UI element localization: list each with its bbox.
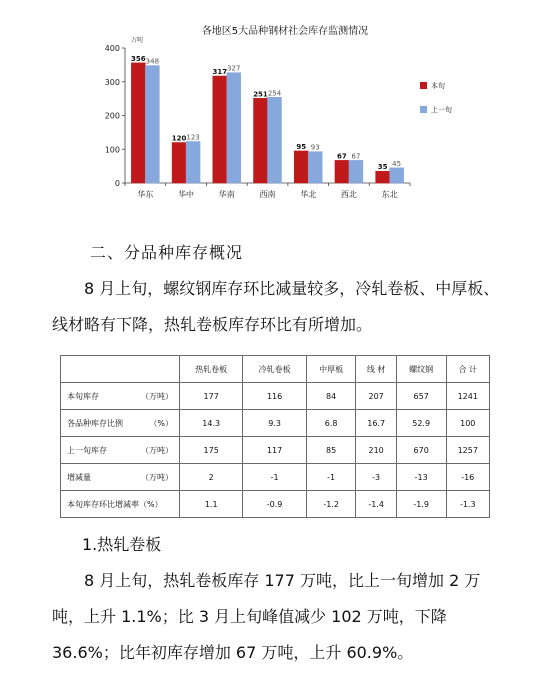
regional-inventory-bar-chart (90, 18, 470, 203)
table-cell: 670 (396, 437, 446, 464)
table-cell: -3 (356, 464, 396, 491)
x-tick-label: 华南 (218, 190, 235, 199)
data-label: 67 (351, 152, 361, 161)
row-label: 各品种库存比例 (67, 418, 123, 428)
row-unit: （万吨） (141, 472, 173, 482)
table-cell: 116 (243, 383, 306, 410)
y-tick-label: 200 (104, 111, 120, 121)
bar-current (172, 143, 186, 184)
bar-previous (186, 141, 200, 183)
table-cell: 14.3 (180, 410, 243, 437)
row-label-cell (61, 464, 180, 491)
table-cell: 1241 (446, 383, 490, 410)
data-label: 67 (337, 152, 347, 161)
bar-previous (349, 160, 363, 183)
x-tick-label: 华东 (137, 190, 154, 199)
bar-previous (308, 152, 322, 183)
y-axis-unit-label: 万吨 (131, 37, 144, 44)
subsection-paragraph: 8 月上旬，热轧卷板库存 177 万吨，比上一旬增加 2 万吨，上升 1.1%；比 3 月上旬峰值减少 102 万吨，下降 36.6%；比年初库存增加 67 万吨，上升 60.9%。 (52, 571, 481, 662)
data-label: 317 (212, 68, 228, 77)
subsection-heading: 1.热轧卷板 (82, 535, 162, 554)
bar-previous (227, 73, 241, 183)
row-label: 本旬库存 (67, 391, 99, 401)
table-header-cell: 合 计 (446, 356, 490, 383)
row-label-cell (61, 383, 180, 410)
row-label-cell (61, 491, 180, 518)
bar-previous (268, 97, 282, 183)
table-cell: 6.8 (306, 410, 356, 437)
legend-swatch (420, 82, 427, 89)
table-row (61, 410, 490, 437)
table-cell: 210 (356, 437, 396, 464)
row-label: 增减量 (67, 472, 91, 482)
table-row (61, 464, 490, 491)
chart-title: 各地区5大品种钢材社会库存监测情况 (201, 26, 369, 37)
x-tick-label: 华中 (178, 190, 195, 199)
y-tick-label: 300 (104, 77, 120, 87)
table-cell: 2 (180, 464, 243, 491)
legend-swatch (420, 106, 427, 113)
table-cell: 117 (243, 437, 306, 464)
y-tick-label: 400 (104, 44, 120, 53)
data-label: 254 (267, 89, 282, 98)
row-label: 本旬库存环比增减率（%） (67, 499, 163, 509)
table-header-cell: 冷轧卷板 (243, 356, 306, 383)
bar-current (335, 160, 349, 183)
x-tick-label: 西南 (259, 190, 276, 199)
data-label: 356 (131, 54, 146, 63)
row-unit: （万吨） (141, 445, 173, 455)
bar-previous (145, 66, 159, 183)
data-label: 35 (377, 163, 388, 172)
legend-label: 本旬 (431, 82, 445, 90)
section-paragraph: 8 月上旬，螺纹钢库存环比减量较多，冷轧卷板、中厚板、线材略有下降，热轧卷板库存环比有所增加。 (52, 279, 500, 334)
table-cell: 177 (180, 383, 243, 410)
y-tick-label: 0 (114, 179, 120, 188)
table-header-cell: 线 材 (356, 356, 396, 383)
table-cell: -1 (306, 464, 356, 491)
table-cell: -1.2 (306, 491, 356, 518)
table-cell: 84 (306, 383, 356, 410)
table-cell: -1 (243, 464, 306, 491)
legend-label: 上一旬 (431, 106, 452, 114)
row-unit: （万吨） (141, 391, 173, 401)
table-cell: 52.9 (396, 410, 446, 437)
y-tick-label: 100 (104, 145, 120, 155)
table-cell: 657 (396, 383, 446, 410)
table-cell: -1.3 (446, 491, 490, 518)
table-cell: -0.9 (243, 491, 306, 518)
row-label: 上一旬库存 (67, 445, 107, 455)
chart-svg (90, 18, 470, 203)
x-tick-label: 西北 (340, 190, 357, 199)
table-cell: 9.3 (243, 410, 306, 437)
table-cell: -1.9 (396, 491, 446, 518)
table-row (61, 383, 490, 410)
table-header-cell: 中厚板 (306, 356, 356, 383)
row-label-cell (61, 437, 180, 464)
table-header-cell: 螺纹钢 (396, 356, 446, 383)
bar-previous (390, 168, 404, 183)
bar-current (131, 63, 145, 183)
row-unit: （%） (149, 418, 173, 428)
table-cell: -13 (396, 464, 446, 491)
table-header-cell (61, 356, 180, 383)
bar-current (294, 151, 308, 183)
data-label: 93 (310, 143, 320, 152)
data-label: 251 (253, 90, 268, 99)
table-cell: 16.7 (356, 410, 396, 437)
data-label: 45 (392, 159, 402, 168)
table-cell: 1.1 (180, 491, 243, 518)
table-cell: -1.4 (356, 491, 396, 518)
bar-current (254, 98, 268, 183)
data-label: 95 (296, 142, 307, 151)
data-label: 120 (171, 134, 187, 143)
table-header-cell: 热轧卷板 (180, 356, 243, 383)
table-cell: -16 (446, 464, 490, 491)
table-row (61, 491, 490, 518)
bar-current (213, 76, 227, 183)
table-cell: 175 (180, 437, 243, 464)
bar-current (376, 171, 390, 183)
row-label-cell (61, 410, 180, 437)
x-tick-label: 东北 (381, 190, 398, 199)
table-cell: 85 (306, 437, 356, 464)
data-label: 348 (145, 57, 160, 66)
x-tick-label: 华北 (300, 190, 317, 199)
section-heading: 二、分品种库存概况 (90, 243, 244, 262)
data-label: 327 (227, 64, 241, 73)
table-cell: 207 (356, 383, 396, 410)
table-cell: 100 (446, 410, 490, 437)
table-header-row (61, 356, 490, 383)
inventory-table (60, 355, 490, 518)
table-cell: 1257 (446, 437, 490, 464)
data-label: 123 (186, 133, 200, 142)
table-row (61, 437, 490, 464)
